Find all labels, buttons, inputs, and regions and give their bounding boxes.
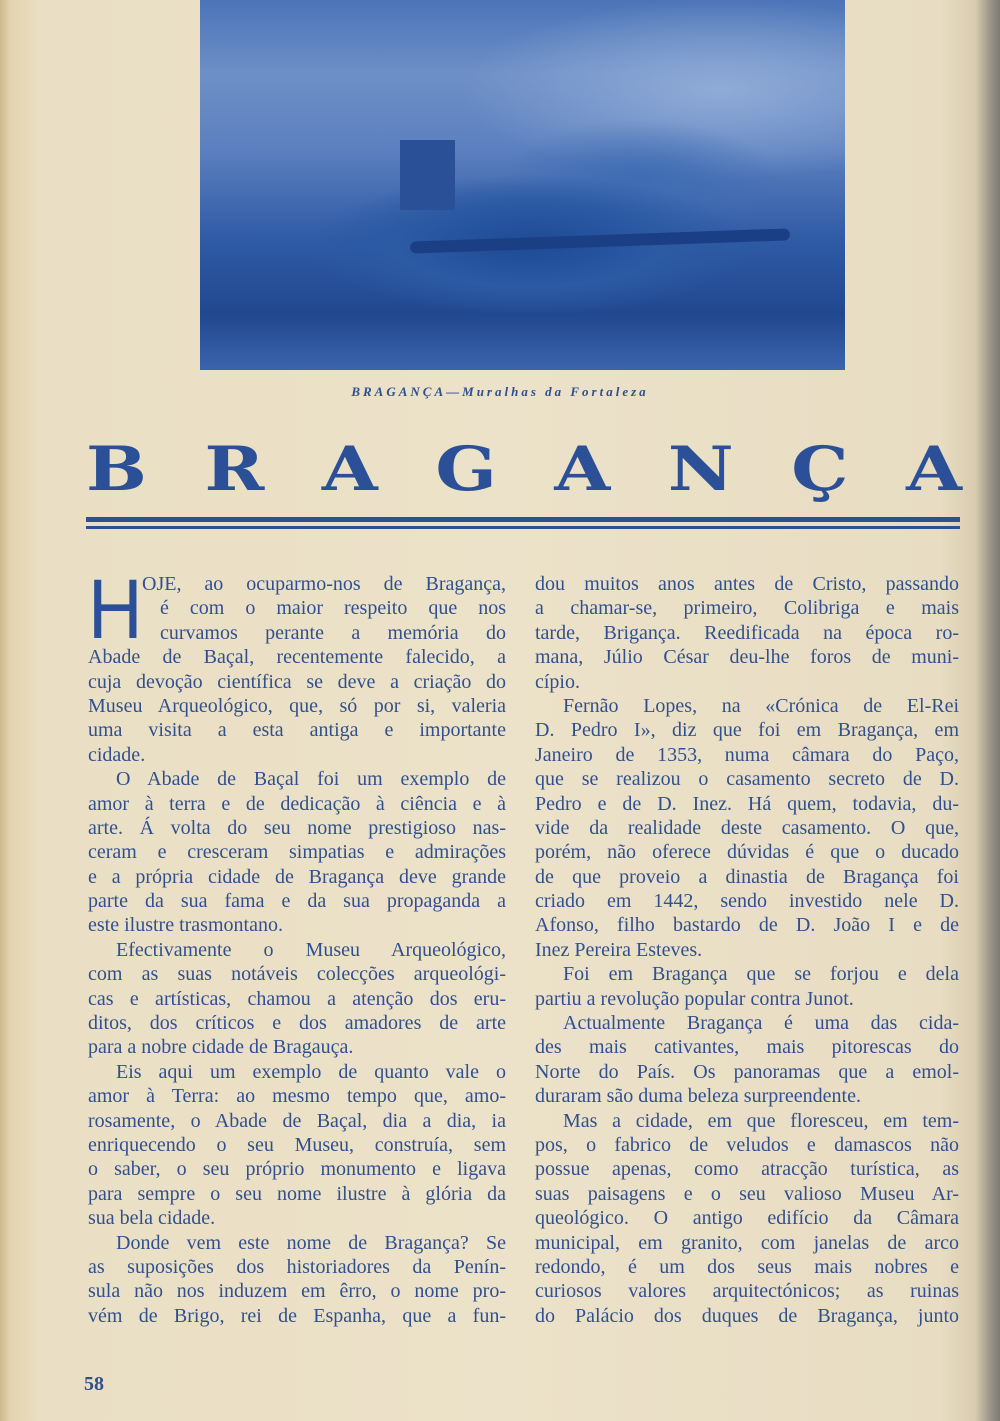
text-line: Afonso, filho bastardo de D. João I e de xyxy=(535,914,959,937)
text-line: Inez Pereira Esteves. xyxy=(535,938,703,961)
paragraph xyxy=(535,572,959,694)
text-line: criado em 1442, sendo investido nele D. xyxy=(535,890,959,913)
text-line: cípio. xyxy=(535,670,580,693)
paragraph xyxy=(535,1011,959,1109)
text-line: possue apenas, como atracção turística, as xyxy=(535,1158,959,1181)
text-line: cidade. xyxy=(88,743,146,766)
paragraph xyxy=(88,767,506,938)
title-letter: Ç xyxy=(791,431,849,505)
text-line: Norte do País. Os panoramas que a emol- xyxy=(535,1060,959,1083)
text-line: cuja devoção científica se deve a criação do xyxy=(88,670,506,693)
text-line: que se realizou o casamento secreto de D. xyxy=(535,768,959,791)
text-line: Eis aqui um exemplo de quanto vale o xyxy=(116,1060,506,1083)
text-line: cas e artísticas, chamou a atenção dos eru- xyxy=(88,987,506,1010)
text-line: amor à Terra: ao mesmo tempo que, amo- xyxy=(88,1085,506,1108)
text-line: curvamos perante a memória do xyxy=(160,621,506,644)
text-line: este ilustre trasmontano. xyxy=(88,914,283,937)
title-letter: N xyxy=(667,431,734,505)
text-line: uma visita a esta antiga e importante xyxy=(88,719,506,742)
text-line: queológico. O antigo edifício da Câmara xyxy=(535,1207,959,1230)
text-line: Actualmente Bragança é uma das cida- xyxy=(563,1012,959,1035)
paragraph xyxy=(88,1231,506,1329)
text-line: partiu a revolução popular contra Junot. xyxy=(535,987,854,1010)
text-line: arte. Á volta do seu nome prestigioso nas- xyxy=(88,816,506,839)
paragraph xyxy=(88,938,506,1060)
title-letter: B xyxy=(86,431,147,505)
title-letter: G xyxy=(435,431,497,505)
text-line: é com o maior respeito que nos xyxy=(160,597,506,620)
text-line: Efectivamente o Museu Arqueológico, xyxy=(116,938,506,961)
text-line: as suposições dos historiadores da Penín- xyxy=(88,1255,506,1278)
text-line: para sempre o seu nome ilustre à glória da xyxy=(88,1182,506,1205)
text-line: Mas a cidade, em que floresceu, em tem- xyxy=(563,1109,959,1132)
photo-castle-tower xyxy=(400,140,455,210)
text-line: ditos, dos críticos e dos amadores de arte xyxy=(88,1012,506,1035)
title-letter: A xyxy=(554,431,611,505)
text-line: ceram e cresceram simpatias e admirações xyxy=(88,841,506,864)
paragraph xyxy=(88,1060,506,1231)
text-line: OJE, ao ocuparmo-nos de Bragança, xyxy=(142,573,506,595)
text-line: Fernão Lopes, na «Crónica de El-Rei xyxy=(563,694,959,717)
article-column-left xyxy=(88,562,506,1328)
text-line: do Palácio dos duques de Bragança, junto xyxy=(535,1304,959,1327)
title-rule-bottom xyxy=(86,526,960,529)
text-line: rosamente, o Abade de Baçal, dia a dia, ia xyxy=(88,1109,506,1132)
text-line: D. Pedro I», diz que foi em Bragança, em xyxy=(535,719,959,742)
paragraph xyxy=(535,694,959,962)
drop-cap: H xyxy=(88,562,143,656)
text-line: duraram são duma beleza surpreendente. xyxy=(535,1085,861,1108)
text-line: redondo, é um dos seus mais nobres e xyxy=(535,1255,959,1278)
text-line: O Abade de Baçal foi um exemplo de xyxy=(116,768,506,791)
text-line: sula não nos induzem em êrro, o nome pro- xyxy=(88,1280,506,1303)
title-letter: A xyxy=(906,431,962,505)
text-line: Museu Arqueológico, que, só por si, valeria xyxy=(88,694,506,717)
text-line: suas paisagens e o seu valioso Museu Ar- xyxy=(535,1182,959,1205)
text-line: mana, Júlio César deu-lhe foros de muni- xyxy=(535,646,959,669)
text-line: pos, o fabrico de veludos e damascos não xyxy=(535,1133,959,1156)
text-line: o saber, o seu próprio monumento e ligava xyxy=(88,1158,506,1181)
photo-braganca-fortress-walls xyxy=(200,0,845,370)
title-rule-top xyxy=(86,517,960,522)
page-number: 58 xyxy=(84,1373,104,1395)
text-line: Pedro e de D. Inez. Há quem, todavia, du- xyxy=(535,792,959,815)
title-letter: R xyxy=(204,431,265,505)
text-line: Foi em Bragança que se forjou e dela xyxy=(563,963,959,986)
text-line: vém de Brigo, rei de Espanha, que a fun- xyxy=(88,1304,506,1327)
text-line: a chamar-se, primeiro, Colibriga e mais xyxy=(535,597,959,620)
text-line: Janeiro de 1353, numa câmara do Paço, xyxy=(535,743,959,766)
text-line: parte da sua fama e da sua propaganda a xyxy=(88,890,506,913)
article-title xyxy=(86,431,962,505)
text-line: des mais cativantes, mais pitorescas do xyxy=(535,1036,959,1059)
photo-fortress-wall xyxy=(410,228,790,253)
text-line: de que proveio a dinastia de Bragança foi xyxy=(535,865,959,888)
text-line: sua bela cidade. xyxy=(88,1207,216,1230)
text-line: tarde, Brigança. Reedificada na época ro- xyxy=(535,621,959,644)
text-line: Abade de Baçal, recentemente falecido, a xyxy=(88,646,506,669)
text-line: curiosos valores arquitectónicos; as ruinas xyxy=(535,1280,959,1303)
text-line: enriquecendo o seu Museu, construía, sem xyxy=(88,1133,506,1156)
text-line: vide da realidade deste casamento. O que, xyxy=(535,816,959,839)
text-line: com as suas notáveis colecções arqueológi- xyxy=(88,963,506,986)
article-column-right xyxy=(535,572,959,1328)
text-line: para a nobre cidade de Bragauça. xyxy=(88,1036,354,1059)
paragraph xyxy=(535,962,959,1011)
paragraph xyxy=(88,562,506,767)
photo-caption: BRAGANÇA—Muralhas da Fortaleza xyxy=(351,384,649,399)
text-line: amor à terra e de dedicação à ciência e à xyxy=(88,792,506,815)
text-line: municipal, em granito, com janelas de arco xyxy=(535,1231,959,1254)
paragraph xyxy=(535,1109,959,1329)
text-line: e a própria cidade de Bragança deve grande xyxy=(88,865,506,888)
title-letter: A xyxy=(321,431,378,505)
text-line: Donde vem este nome de Bragança? Se xyxy=(116,1231,506,1254)
text-line: porém, não oferece dúvidas é que o ducado xyxy=(535,841,959,864)
text-line: dou muitos anos antes de Cristo, passando xyxy=(535,573,959,595)
